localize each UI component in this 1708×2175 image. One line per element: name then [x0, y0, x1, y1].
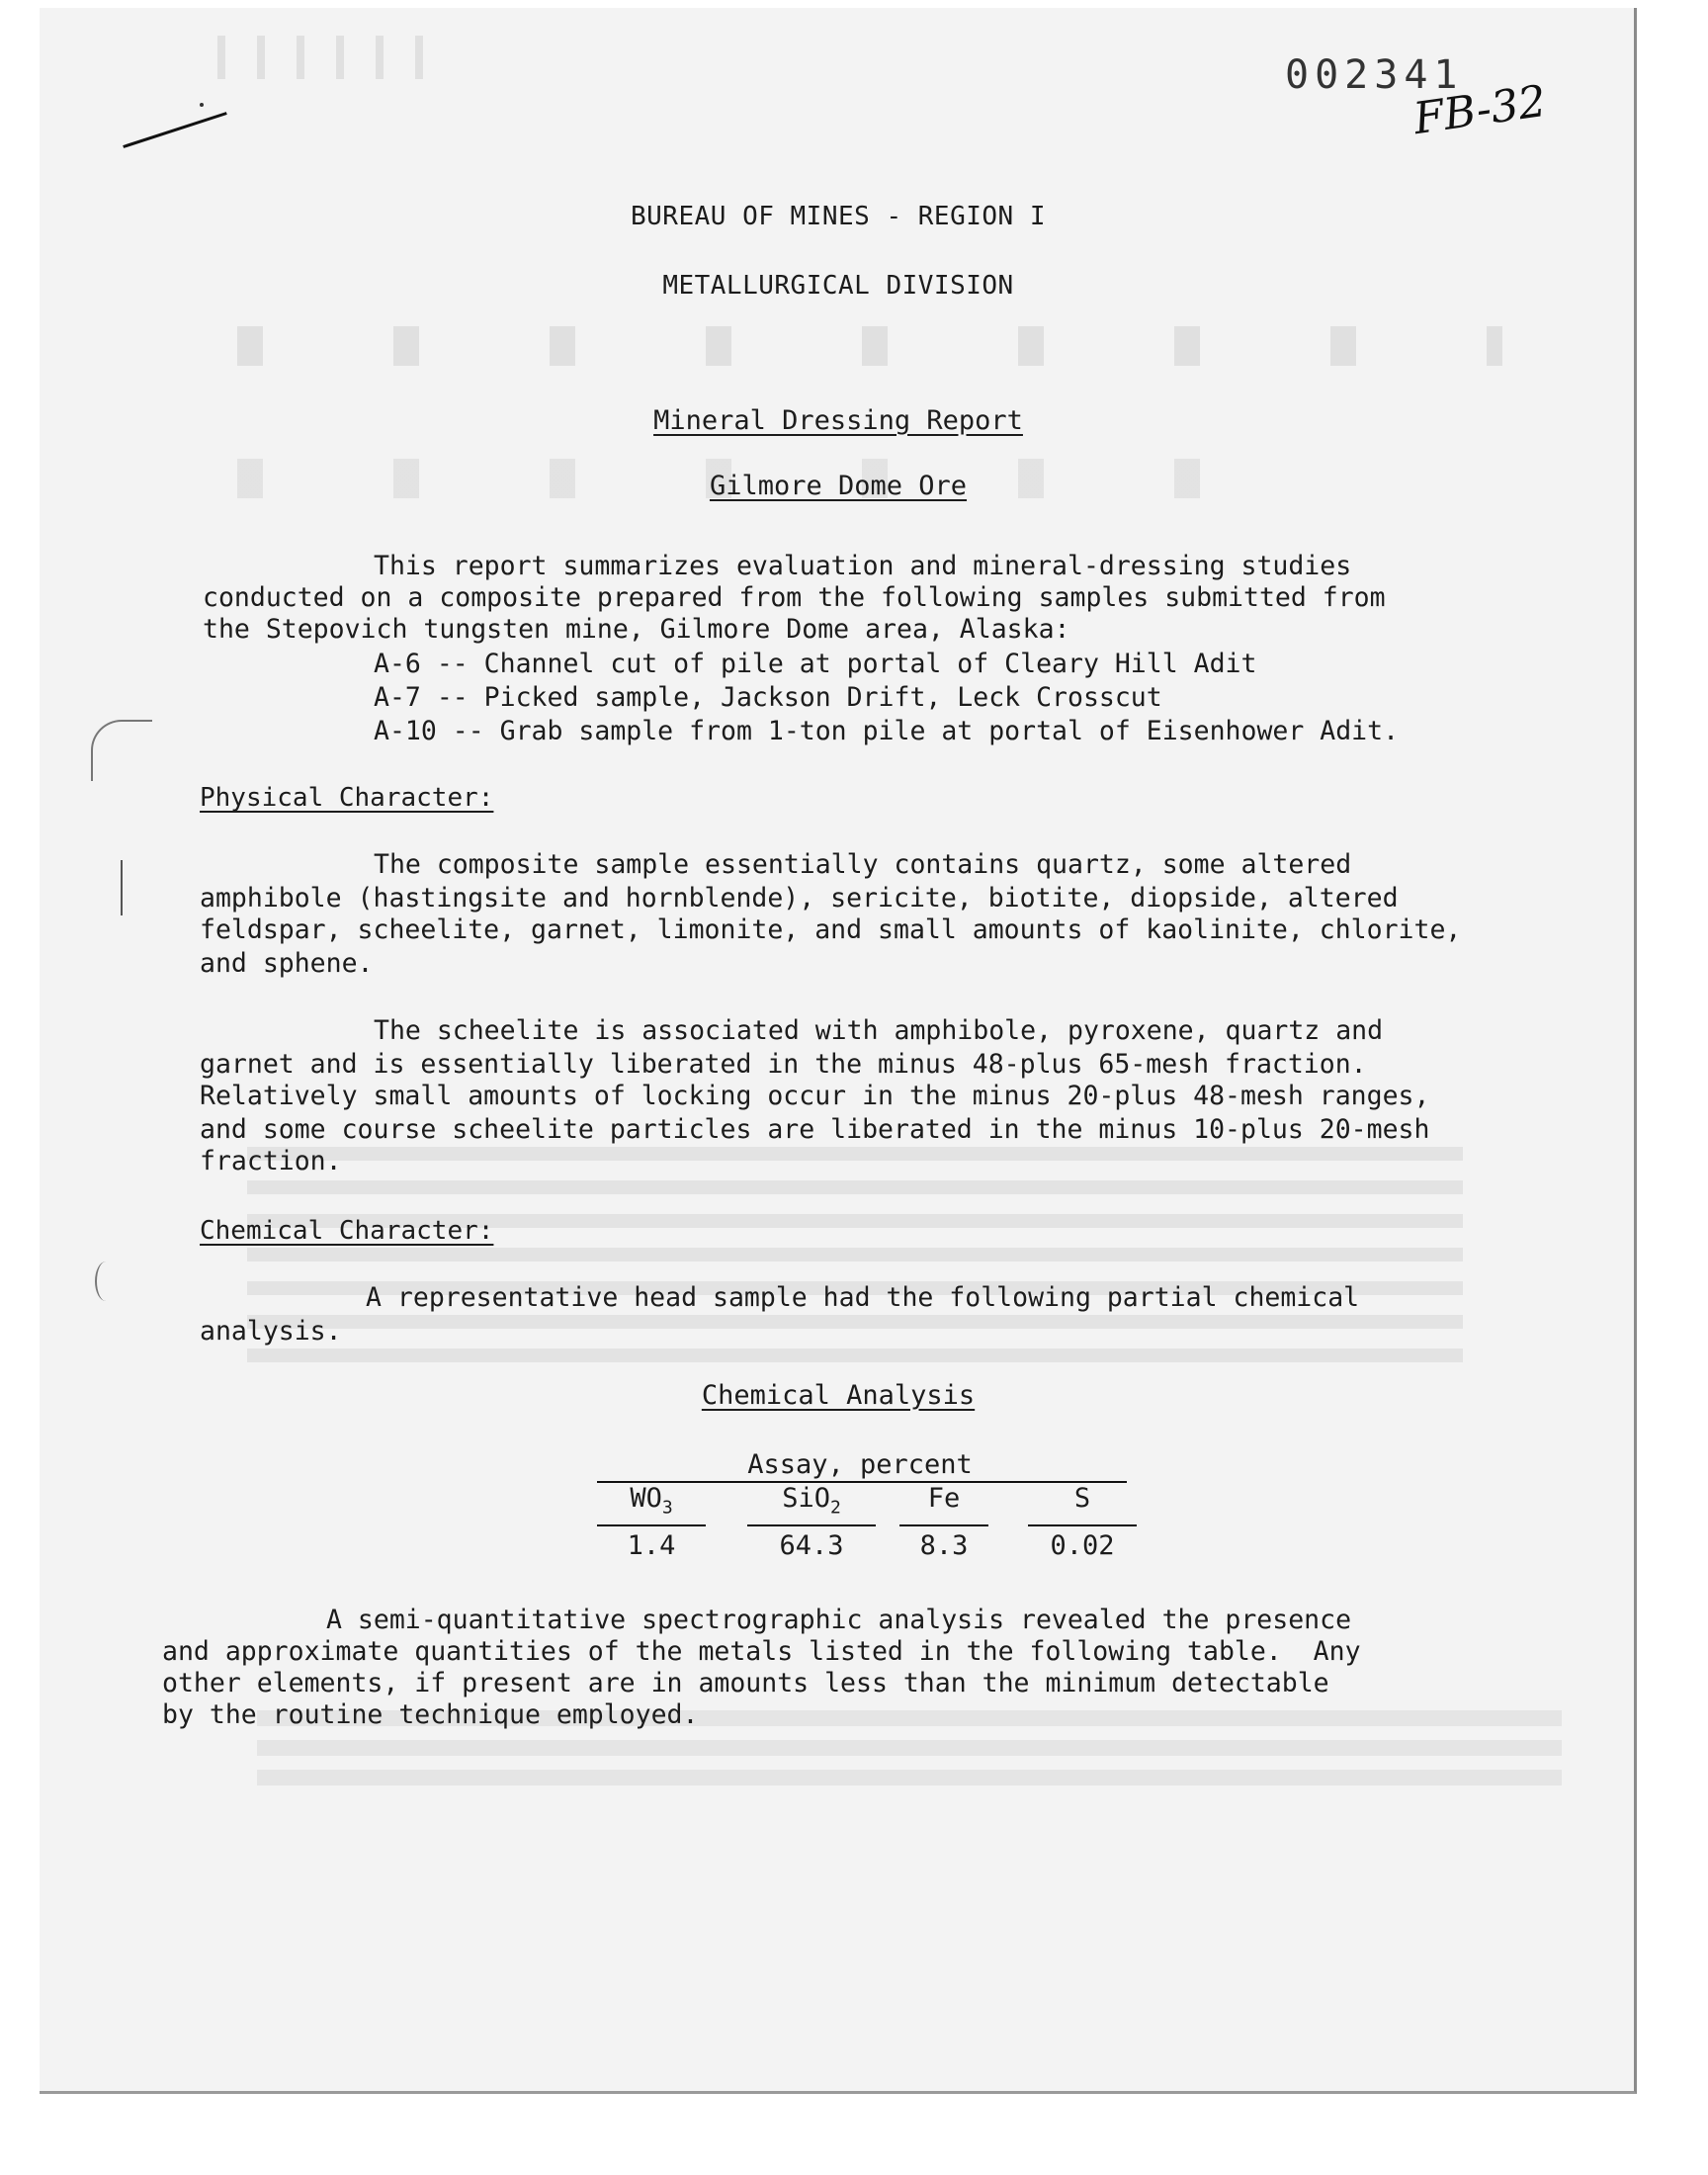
physical-character-heading — [200, 783, 493, 813]
column-rule-s — [1028, 1524, 1137, 1526]
physical-paragraph-line: and sphene. — [200, 948, 374, 979]
bleed-through-stamp — [217, 36, 455, 79]
column-rule-fe — [899, 1524, 988, 1526]
pen-stroke-mark — [123, 112, 227, 148]
assay-value-wo3: 1.4 — [627, 1530, 676, 1561]
chemical-analysis-title-text: Chemical Analysis — [701, 1380, 976, 1411]
document-number: 002341 — [1285, 52, 1464, 98]
physical-paragraph-line: feldspar, scheelite, garnet, limonite, and small amounts of kaolinite, chlorite, — [200, 914, 1462, 945]
fe-label: Fe — [927, 1483, 961, 1514]
bureau-header: BUREAU OF MINES - REGION I — [631, 202, 1046, 231]
physical-paragraph-line: amphibole (hastingsite and hornblende), sericite, biotite, diopside, altered — [200, 883, 1399, 914]
intro-paragraph-line: This report summarizes evaluation and mineral-dressing studies — [374, 551, 1352, 581]
sio2-label: SiO — [782, 1483, 830, 1514]
scheelite-paragraph-line: garnet and is essentially liberated in the minus 48-plus 65-mesh fraction. — [200, 1049, 1367, 1080]
bleed-through-row — [237, 326, 1502, 366]
margin-curve-mark — [95, 1262, 117, 1301]
spectrographic-paragraph-line: by the routine technique employed. — [162, 1699, 699, 1730]
spectrographic-paragraph-line: other elements, if present are in amounts less than the minimum detectable — [162, 1668, 1329, 1698]
spectrographic-paragraph-line: A semi-quantitative spectrographic analysis revealed the presence — [326, 1605, 1352, 1635]
scheelite-paragraph-line: The scheelite is associated with amphibole, pyroxene, quartz and — [374, 1015, 1384, 1046]
margin-curve-mark — [91, 720, 152, 781]
wo3-label: WO — [630, 1483, 662, 1514]
pen-dot-mark — [200, 103, 204, 107]
chemical-character-heading — [200, 1216, 493, 1246]
margin-bracket-mark — [121, 860, 128, 915]
scheelite-paragraph-line: Relatively small amounts of locking occur in the minus 20-plus 48-mesh ranges, — [200, 1081, 1430, 1111]
handwritten-note: FB-32 — [1410, 75, 1550, 145]
column-rule-sio2 — [747, 1524, 876, 1526]
physical-character-heading-text: Physical Character: — [200, 783, 494, 813]
intro-paragraph-line: the Stepovich tungsten mine, Gilmore Dome area, Alaska: — [203, 614, 1070, 645]
column-rule-wo3 — [597, 1524, 706, 1526]
scheelite-paragraph-line: fraction. — [200, 1146, 342, 1176]
assay-column-header-sio2 — [747, 1483, 876, 1518]
report-title-text: Mineral Dressing Report — [653, 405, 1023, 436]
s-label: S — [1073, 1483, 1091, 1514]
sample-item: A-7 -- Picked sample, Jackson Drift, Leck Crosscut — [374, 682, 1162, 713]
assay-group-header: Assay, percent — [747, 1449, 973, 1480]
spectrographic-paragraph-line: and approximate quantities of the metals listed in the following table. Any — [162, 1636, 1361, 1667]
sio2-subscript: 2 — [829, 1497, 841, 1519]
wo3-subscript: 3 — [661, 1497, 673, 1519]
sample-item: A-6 -- Channel cut of pile at portal of Cleary Hill Adit — [374, 649, 1257, 679]
chemical-paragraph-line: A representative head sample had the following partial chemical — [366, 1282, 1360, 1313]
physical-paragraph-line: The composite sample essentially contains quartz, some altered — [374, 849, 1352, 880]
ore-title — [40, 471, 1637, 501]
assay-value-sio2: 64.3 — [779, 1530, 844, 1561]
chemical-paragraph-line: analysis. — [200, 1316, 342, 1347]
scheelite-paragraph-line: and some course scheelite particles are liberated in the minus 10-plus 20-mesh — [200, 1114, 1430, 1145]
chemical-analysis-title — [40, 1380, 1637, 1411]
report-title — [40, 405, 1637, 436]
assay-column-header-s — [1028, 1483, 1137, 1514]
assay-value-s: 0.02 — [1050, 1530, 1115, 1561]
chemical-character-heading-text: Chemical Character: — [200, 1216, 494, 1246]
division-header: METALLURGICAL DIVISION — [662, 271, 1014, 301]
sample-item: A-10 -- Grab sample from 1-ton pile at portal of Eisenhower Adit. — [374, 716, 1400, 746]
assay-value-fe: 8.3 — [919, 1530, 969, 1561]
ore-title-text: Gilmore Dome Ore — [709, 471, 968, 501]
assay-column-header-fe — [899, 1483, 988, 1514]
document-page — [40, 8, 1637, 2094]
intro-paragraph-line: conducted on a composite prepared from the following samples submitted from — [203, 582, 1386, 613]
assay-column-header-wo3 — [597, 1483, 706, 1518]
